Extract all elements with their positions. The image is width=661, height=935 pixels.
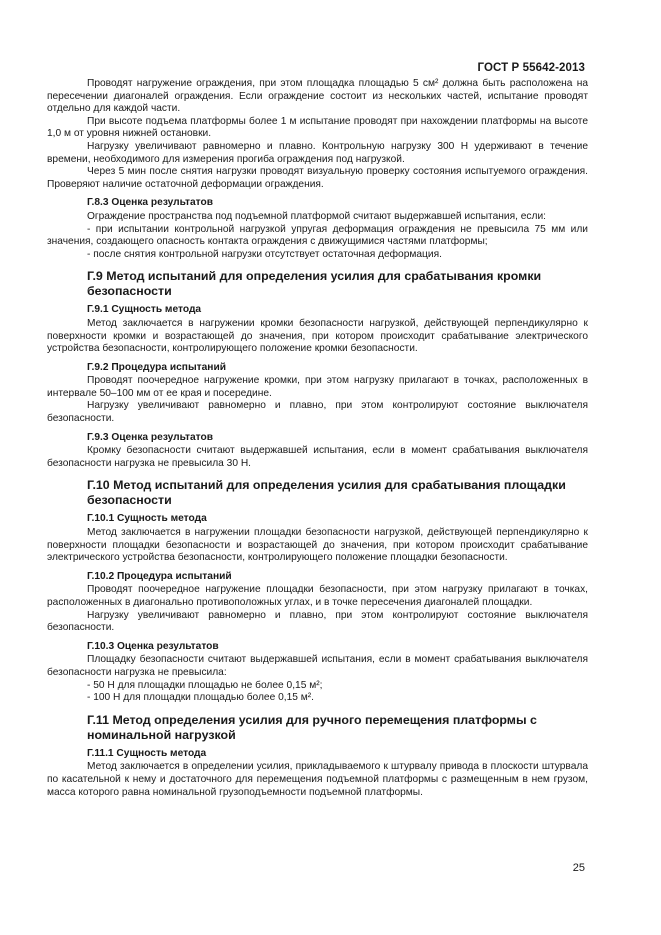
list-item: - после снятия контрольной нагрузки отсутствует остаточная деформация.: [87, 248, 442, 260]
subsection-heading: Г.8.3 Оценка результатов: [87, 197, 213, 209]
subsection-heading: Г.11.1 Сущность метода: [87, 747, 207, 759]
subsection-heading: Г.10.3 Оценка результатов: [87, 640, 219, 652]
subsection-heading: Г.10.1 Сущность метода: [87, 513, 207, 525]
section-heading: Г.9 Метод испытаний для определения усилия для срабатывания кромки безопасности: [87, 269, 542, 299]
section-heading: Г.10 Метод испытаний для определения усилия для срабатывания площадки безопасности: [87, 478, 566, 508]
paragraph: Площадку безопасности считают выдержавшей испытания, если в момент срабатывания выключателя безопасности нагрузка не превысила:: [47, 654, 588, 678]
paragraph: Проводят нагружение ограждения, при этом площадка площадью 5 см² должна быть расположена на пересечении диагоналей ограждения. Если ограждение состоит из нескольких частей, испытание проводят отдельно для каждой части.: [47, 78, 588, 115]
paragraph: Ограждение пространства под подъемной платформой считают выдержавшей испытания, если:: [87, 210, 546, 222]
list-item: - 50 Н для площадки площадью не более 0,15 м²;: [87, 679, 323, 691]
paragraph: Проводят поочередное нагружение площадки безопасности, при этом нагрузку прилагают в точках, расположенных в диагонально противоположных углах, и в точке пересечения диагоналей площадки.: [47, 584, 588, 608]
subsection-heading: Г.9.1 Сущность метода: [87, 304, 202, 316]
paragraph: Нагрузку увеличивают равномерно и плавно. Контрольную нагрузку 300 Н удерживают в течение времени, необходимого для измерения прогиба ограждения под нагрузкой.: [47, 140, 588, 165]
subsection-heading: Г.9.3 Оценка результатов: [87, 431, 213, 443]
paragraph: Кромку безопасности считают выдержавшей испытания, если в момент срабатывания выключателя безопасности нагрузка не превысила 30 Н.: [47, 445, 588, 469]
document-code-header: ГОСТ Р 55642-2013: [477, 62, 585, 74]
list-item: - 100 Н для площадки площадью более 0,15 м².: [87, 692, 314, 704]
paragraph: Метод заключается в определении усилия, прикладываемого к штурвалу привода в плоскости штурвала по касательной к нему и достаточного для перемещения подъемной платформы с размещенным в нем грузом, масса которого равна номинальной грузоподъемности подъемной платформы.: [47, 761, 588, 798]
paragraph: Проводят поочередное нагружение кромки, при этом нагрузку прилагают в точках, расположенных в интервале 50–100 мм от ее края и посередине.: [47, 375, 588, 399]
paragraph: Метод заключается в нагружении площадки безопасности нагрузкой, действующей перпендикулярно к поверхности площадки безопасности и возрастающей до значения, при котором происходит срабатывание электрического устройства безопасности, контролирующего положение площадки безопасности.: [47, 527, 588, 564]
paragraph: Метод заключается в нагружении кромки безопасности нагрузкой, действующей перпендикулярно к поверхности кромки и возрастающей до значения, при котором происходит срабатывание электрического устройства безопасности, контролирующего положение кромки безопасности.: [47, 317, 588, 355]
paragraph: При высоте подъема платформы более 1 м испытание проводят при нахождении платформы на высоте 1,0 м от уровня нижней остановки.: [47, 115, 588, 140]
section-heading: Г.11 Метод определения усилия для ручного перемещения платформы с номинальной нагрузкой: [87, 712, 537, 742]
document-body: [47, 78, 588, 799]
page-number: 25: [572, 862, 585, 874]
paragraph: Нагрузку увеличивают равномерно и плавно, при этом контролируют состояние выключателя безопасности.: [47, 609, 588, 634]
subsection-heading: Г.9.2 Процедура испытаний: [87, 361, 226, 373]
subsection-heading: Г.10.2 Процедура испытаний: [87, 570, 232, 582]
list-item: - при испытании контрольной нагрузкой упругая деформация ограждения не превысила 75 мм или значения, создающего опасность контакта ограждения с движущимися частями платформы;: [47, 223, 588, 248]
paragraph: Нагрузку увеличивают равномерно и плавно, при этом контролируют состояние выключателя безопасности.: [47, 400, 588, 425]
paragraph: Через 5 мин после снятия нагрузки проводят визуальную проверку состояния испытуемого ограждения. Проверяют наличие остаточной деформации ограждения.: [47, 166, 588, 190]
